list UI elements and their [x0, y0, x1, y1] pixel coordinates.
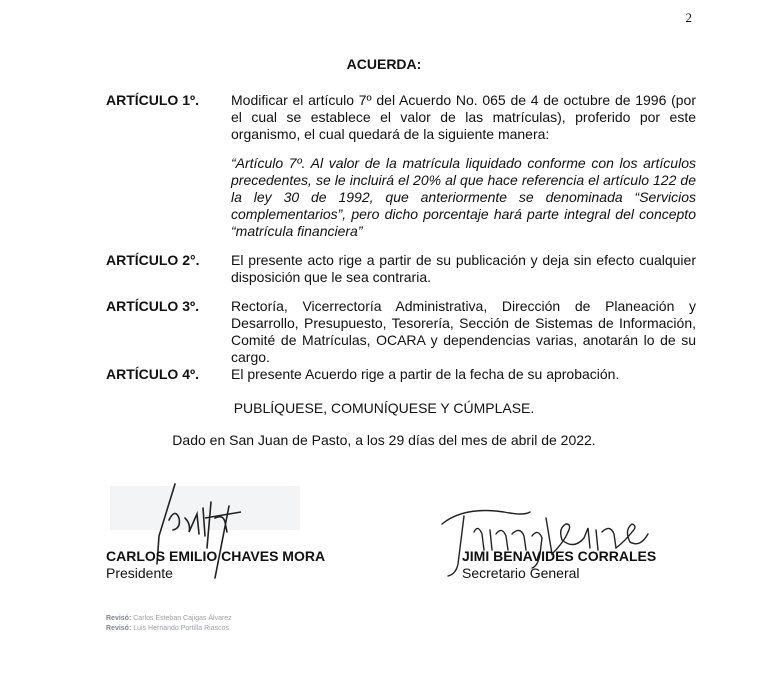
article-text: Rectoría, Vicerrectoría Administrativa, Dirección de Planeación y Desarrollo, Presupuesto, Tesorería, Sección de Sistemas de Información, Comité de Matrículas, OCARA y dependencias varias, anotarán lo de su cargo.: [231, 298, 696, 365]
signatory-role-secretary: Secretario General: [462, 565, 580, 581]
date-line: Dado en San Juan de Pasto, a los 29 días del mes de abril de 2022.: [172, 432, 596, 448]
article-4: [106, 366, 696, 383]
article-2: [106, 252, 696, 286]
page-number: 2: [685, 10, 692, 25]
article-label: ARTÍCULO 3º.: [106, 298, 200, 314]
review-label: Revisó:: [106, 615, 132, 622]
review-person: Carlos Esteban Cajigas Álvarez: [133, 615, 232, 622]
review-person: Luis Hernando Portilla Riascos: [133, 625, 229, 632]
article-text: El presente Acuerdo rige a partir de la fecha de su aprobación.: [231, 366, 620, 382]
review-notes: [106, 614, 232, 634]
review-line: [106, 624, 232, 634]
document-heading: ACUERDA:: [346, 56, 422, 72]
article-label: ARTÍCULO 1º.: [106, 92, 200, 108]
review-line: [106, 614, 232, 624]
signatory-role-president: Presidente: [106, 565, 173, 581]
review-label: Revisó:: [106, 625, 132, 632]
article-1: [106, 92, 696, 240]
article-label: ARTÍCULO 4º.: [106, 366, 200, 382]
article-label: ARTÍCULO 2°.: [106, 252, 200, 268]
signatory-name-secretary: JIMI BENAVIDES CORRALES: [462, 548, 657, 564]
article-text: Modificar el artículo 7º del Acuerdo No. 065 de 4 de octubre de 1996 (por el cual se establece el valor de las matrículas), proferido por este organismo, el cual quedará de la siguiente manera:: [231, 92, 696, 142]
article-text: El presente acto rige a partir de su publicación y deja sin efecto cualquier disposición que le sea contraria.: [231, 252, 696, 285]
signatory-name-president: CARLOS EMILIO CHAVES MORA: [106, 548, 326, 564]
article-3: [106, 298, 696, 366]
article-quote: “Artículo 7º. Al valor de la matrícula liquidado conforme con los artículos precedentes, se le incluirá el 20% al que hace referencia el artículo 122 de la ley 30 de 1992, que anteriormente se denominada “Servicios complementarios”, pero dicho porcentaje hará parte integral del concepto “matrícula financiera”: [231, 155, 696, 239]
closing-formula: PUBLÍQUESE, COMUNÍQUESE Y CÚMPLASE.: [233, 400, 535, 416]
